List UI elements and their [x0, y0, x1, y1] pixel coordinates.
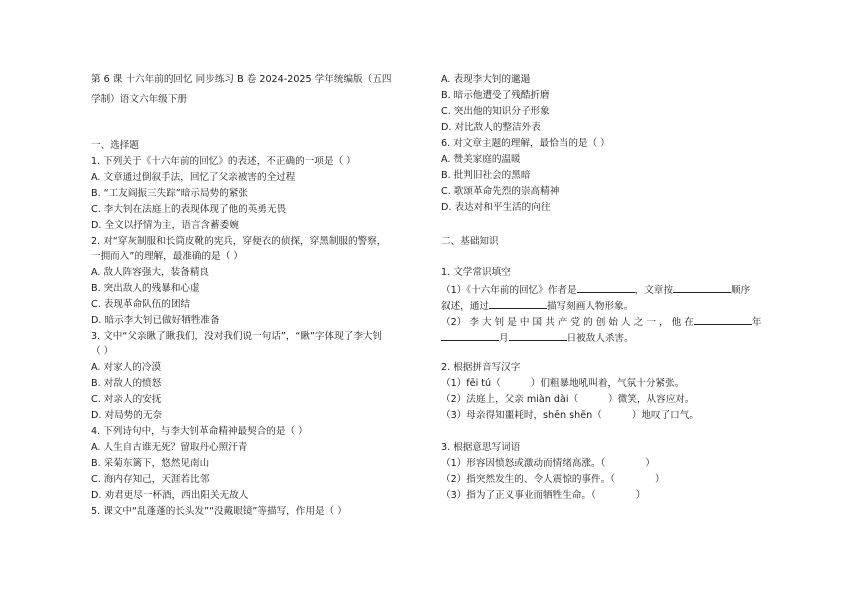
p1-blank-author[interactable]	[577, 282, 635, 293]
q1-stem: 1. 下列关于《十六年前的回忆》的表述，不正确的一项是（ ）	[91, 156, 356, 167]
p3-line1-text: （1）形容因愤怒或激动而情绪高涨。（	[441, 458, 606, 469]
section1-title: 一、选择题	[91, 140, 139, 151]
q1-option-c: C. 李大钊在法庭上的表现体现了他的英勇无畏	[91, 204, 287, 215]
p3-line2-text: （2）指突然发生的、令人震惊的事件。（	[441, 474, 615, 485]
p1-blank-month[interactable]	[441, 330, 499, 341]
p1-line4-b: 日被敌人杀害。	[566, 333, 634, 344]
p2-line1-b: ）们粗暴地吼叫着，气氛十分紧张。	[530, 378, 685, 389]
p1-line4	[441, 330, 634, 345]
p2-line3	[441, 409, 699, 422]
section2-title: 二、基础知识	[441, 236, 499, 247]
q6-stem: 6. 对文章主题的理解，最恰当的是（ ）	[441, 138, 610, 149]
q5-option-a: A. 表现李大钊的邋遢	[441, 74, 531, 85]
p1-blank-year[interactable]	[694, 314, 752, 325]
q1-option-a: A. 文章通过倒叙手法，回忆了父亲被害的全过程	[91, 172, 296, 183]
q5-stem: 5. 课文中“乱蓬蓬的长头发”“没戴眼镜”等描写，作用是（ ）	[91, 506, 347, 517]
q3-stem-line2: （ ）	[91, 346, 114, 357]
q4-option-a: A. 人生自古谁无死？留取丹心照汗青	[91, 442, 248, 453]
q3-stem-line1: 3. 文中“父亲瞅了瞅我们，没对我们说一句话”，“瞅”字体现了李大钊	[91, 331, 383, 342]
q3-option-b: B. 对敌人的愤怒	[91, 378, 162, 389]
p1-line2	[441, 298, 633, 313]
p3-line3	[441, 489, 645, 502]
p2-line2-b: ）微笑，从容应对。	[608, 394, 695, 405]
q3-option-c: C. 对亲人的安抚	[91, 394, 162, 405]
q2-option-c: C. 表现革命队伍的团结	[91, 299, 191, 310]
p3-line2-close: ）	[655, 474, 665, 485]
p1-line4-a: 月	[499, 333, 509, 344]
q4-option-b: B. 采菊东篱下，悠然见南山	[91, 458, 210, 469]
q1-option-d: D. 全文以抒情为主，语言含蓄委婉	[91, 220, 239, 231]
p3-line1	[441, 457, 655, 470]
q6-option-d: D. 表达对和平生活的向往	[441, 202, 551, 213]
q6-option-a: A. 赞美家庭的温暖	[441, 154, 521, 165]
p2-line1	[441, 377, 684, 390]
p3-line1-close: ）	[645, 458, 655, 469]
p1-blank-order[interactable]	[673, 282, 731, 293]
p1-line2-a: 叙述，通过	[441, 301, 489, 312]
p3-line2	[441, 473, 665, 486]
q6-option-c: C. 歌颂革命先烈的崇高精神	[441, 186, 560, 197]
doc-title-line2: 学制）语文六年级下册	[91, 94, 187, 105]
q2-option-a: A. 敌人阵容强大，装备精良	[91, 267, 210, 278]
doc-title-line1: 第 6 课 十六年前的回忆 同步练习 B 卷 2024-2025 学年统编版（五四	[91, 74, 392, 85]
p2-line2	[441, 393, 695, 406]
p1-blank-description[interactable]	[489, 298, 547, 309]
p1-title: 1. 文学常识填空	[441, 267, 511, 278]
p1-line3-b: 年	[751, 317, 762, 328]
p1-line1	[441, 282, 750, 297]
p3-line3-text: （3）指为了正义事业而牺牲生命。（	[441, 490, 596, 501]
p2-line3-a: （3）母亲得知噩耗时，shēn shēn（	[441, 410, 602, 421]
q3-option-d: D. 对局势的无奈	[91, 410, 163, 421]
p2-line2-a: （2）法庭上，父亲 miàn dài（	[441, 394, 579, 405]
p3-title: 3. 根据意思写词语	[441, 442, 521, 453]
p1-line3-a: （2） 李 大 钊 是 中 国 共 产 党 的 创 始 人 之 一 ， 他 在	[441, 317, 694, 328]
p1-line2-b: 描写刻画人物形象。	[546, 301, 634, 312]
p1-line1-b: ，文章按	[634, 285, 673, 296]
q2-option-d: D. 暗示李大钊已做好牺牲准备	[91, 315, 220, 326]
q3-option-a: A. 对家人的冷漠	[91, 362, 162, 373]
q6-option-b: B. 批判旧社会的黑暗	[441, 170, 531, 181]
p2-line3-b: ）地叹了口气。	[631, 410, 699, 421]
q1-option-b: B. “工友阎振三失踪”暗示局势的紧张	[91, 188, 248, 199]
q4-stem: 4. 下列诗句中，与李大钊革命精神最契合的是（ ）	[91, 426, 308, 437]
p3-line3-close: ）	[635, 490, 646, 501]
q5-option-c: C. 突出他的知识分子形象	[441, 106, 550, 117]
p2-title: 2. 根据拼音写汉字	[441, 362, 521, 373]
p1-line3	[441, 314, 761, 329]
p1-line1-a: （1）《十六年前的回忆》作者是	[441, 285, 577, 296]
q2-option-b: B. 突出敌人的残暴和心虚	[91, 283, 200, 294]
p1-blank-day[interactable]	[509, 330, 567, 341]
p2-line1-a: （1）fēi tú（	[441, 378, 501, 389]
p1-line1-c: 顺序	[731, 285, 751, 296]
q2-stem-line1: 2. 对“穿灰制服和长筒皮靴的宪兵，穿便衣的侦探，穿黑制服的警察，	[91, 236, 387, 247]
q2-stem-line2: 一拥而入”的理解，最准确的是（ ）	[91, 251, 243, 262]
q4-option-c: C. 海内存知己，天涯若比邻	[91, 474, 210, 485]
q5-option-d: D. 对比敌人的整洁外表	[441, 122, 541, 133]
q4-option-d: D. 劝君更尽一杯酒，西出阳关无故人	[91, 490, 249, 501]
q5-option-b: B. 暗示他遭受了残酷折磨	[441, 90, 550, 101]
